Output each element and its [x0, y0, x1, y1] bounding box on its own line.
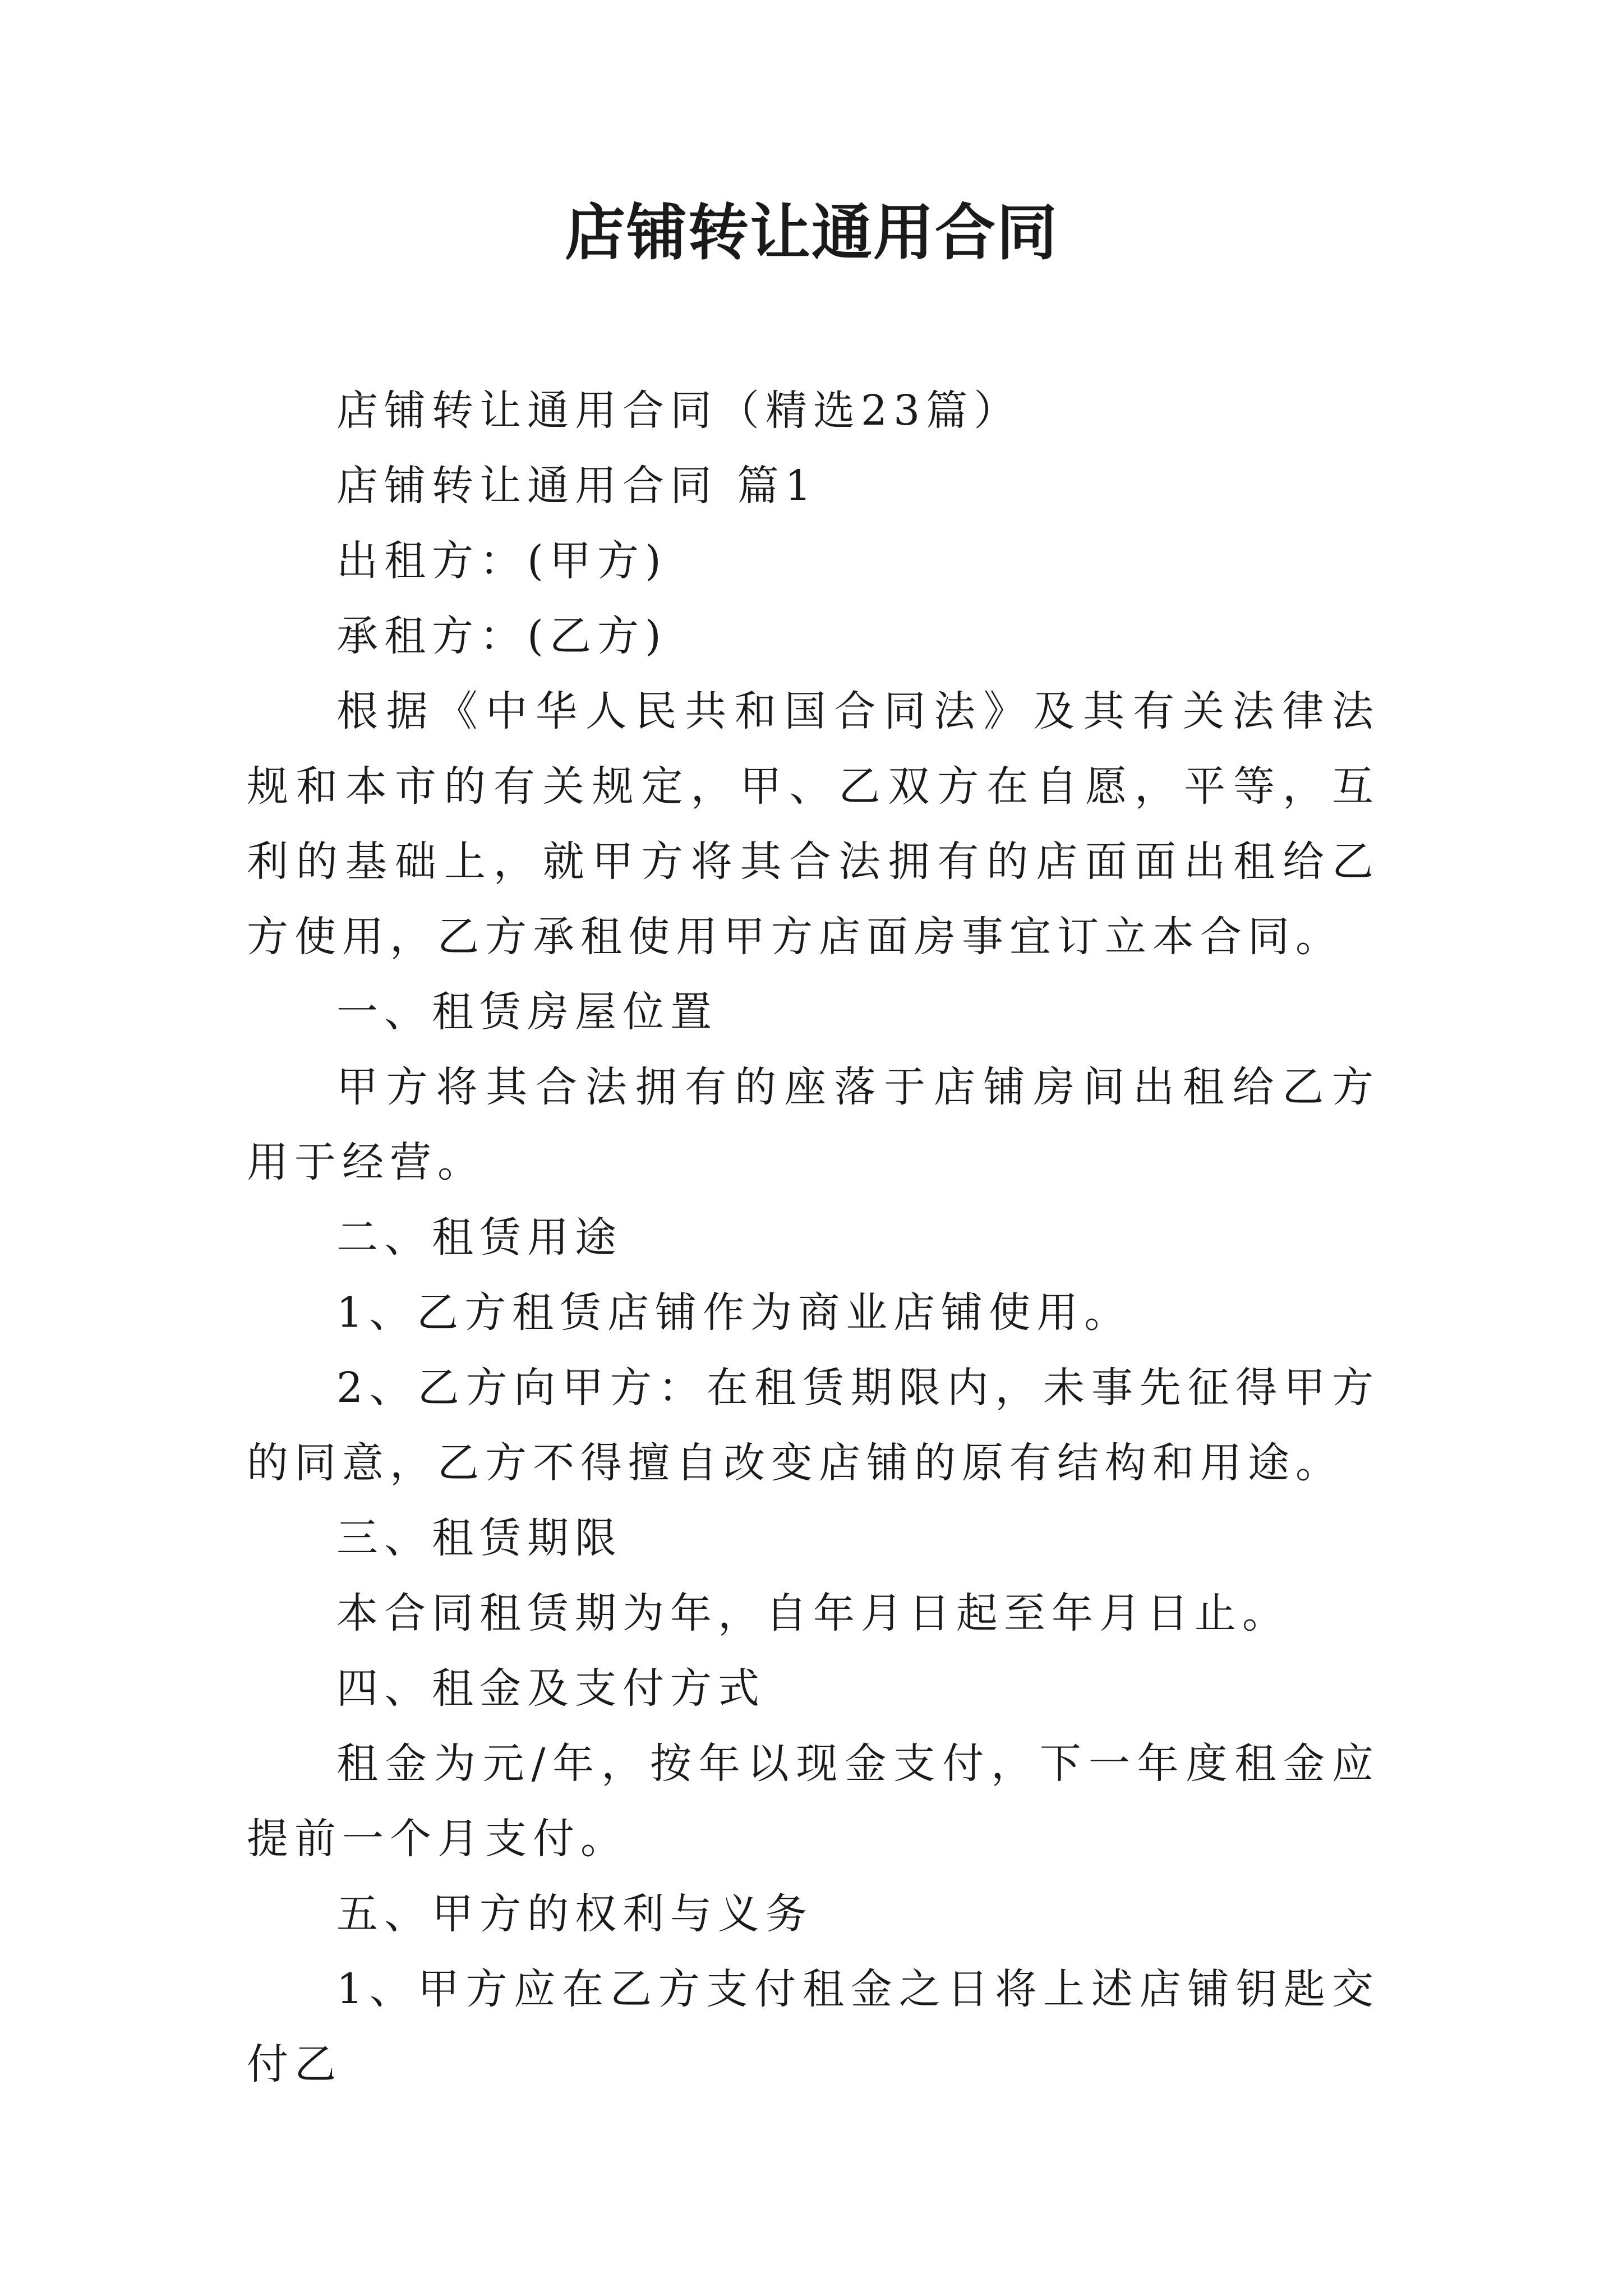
- paragraph-lessor: 出租方：(甲方): [336, 537, 667, 585]
- section-heading-rent: 四、租金及支付方式: [336, 1664, 766, 1713]
- paragraph-part-heading: 店铺转让通用合同 篇1: [336, 462, 818, 510]
- paragraph-usage-2: 2、乙方向甲方：在租赁期限内，未事先征得甲方的同意，乙方不得擅自改变店铺的原有结构和用途。: [247, 1364, 1380, 1487]
- document-body: [247, 373, 1380, 2102]
- document-title: 店铺转让通用合同: [564, 197, 1058, 268]
- section-heading-term: 三、租赁期限: [336, 1514, 623, 1562]
- paragraph-usage-1: 1、乙方租赁店铺作为商业店铺使用。: [336, 1289, 1132, 1337]
- paragraph-term: 本合同租赁期为年，自年月日起至年月日止。: [336, 1589, 1290, 1637]
- section-heading-location: 一、租赁房屋位置: [336, 988, 718, 1036]
- paragraph-lessee: 承租方：(乙方): [336, 612, 667, 660]
- paragraph-subtitle: 店铺转让通用合同（精选23篇）: [336, 386, 1022, 435]
- section-heading-usage: 二、租赁用途: [336, 1213, 623, 1262]
- section-heading-lessor-rights: 五、甲方的权利与义务: [336, 1890, 813, 1938]
- paragraph-rent: 租金为元/年，按年以现金支付，下一年度租金应提前一个月支付。: [247, 1740, 1380, 1863]
- paragraph-lessor-rights-1: 1、甲方应在乙方支付租金之日将上述店铺钥匙交付乙: [247, 1965, 1380, 2088]
- paragraph-preamble: 根据《中华人民共和国合同法》及其有关法律法规和本市的有关规定，甲、乙双方在自愿，平等，互利的基础上，就甲方将其合法拥有的店面面出租给乙方使用，乙方承租使用甲方店面房事宜订立本合同。: [247, 687, 1380, 961]
- paragraph-location: 甲方将其合法拥有的座落于店铺房间出租给乙方用于经营。: [247, 1063, 1380, 1186]
